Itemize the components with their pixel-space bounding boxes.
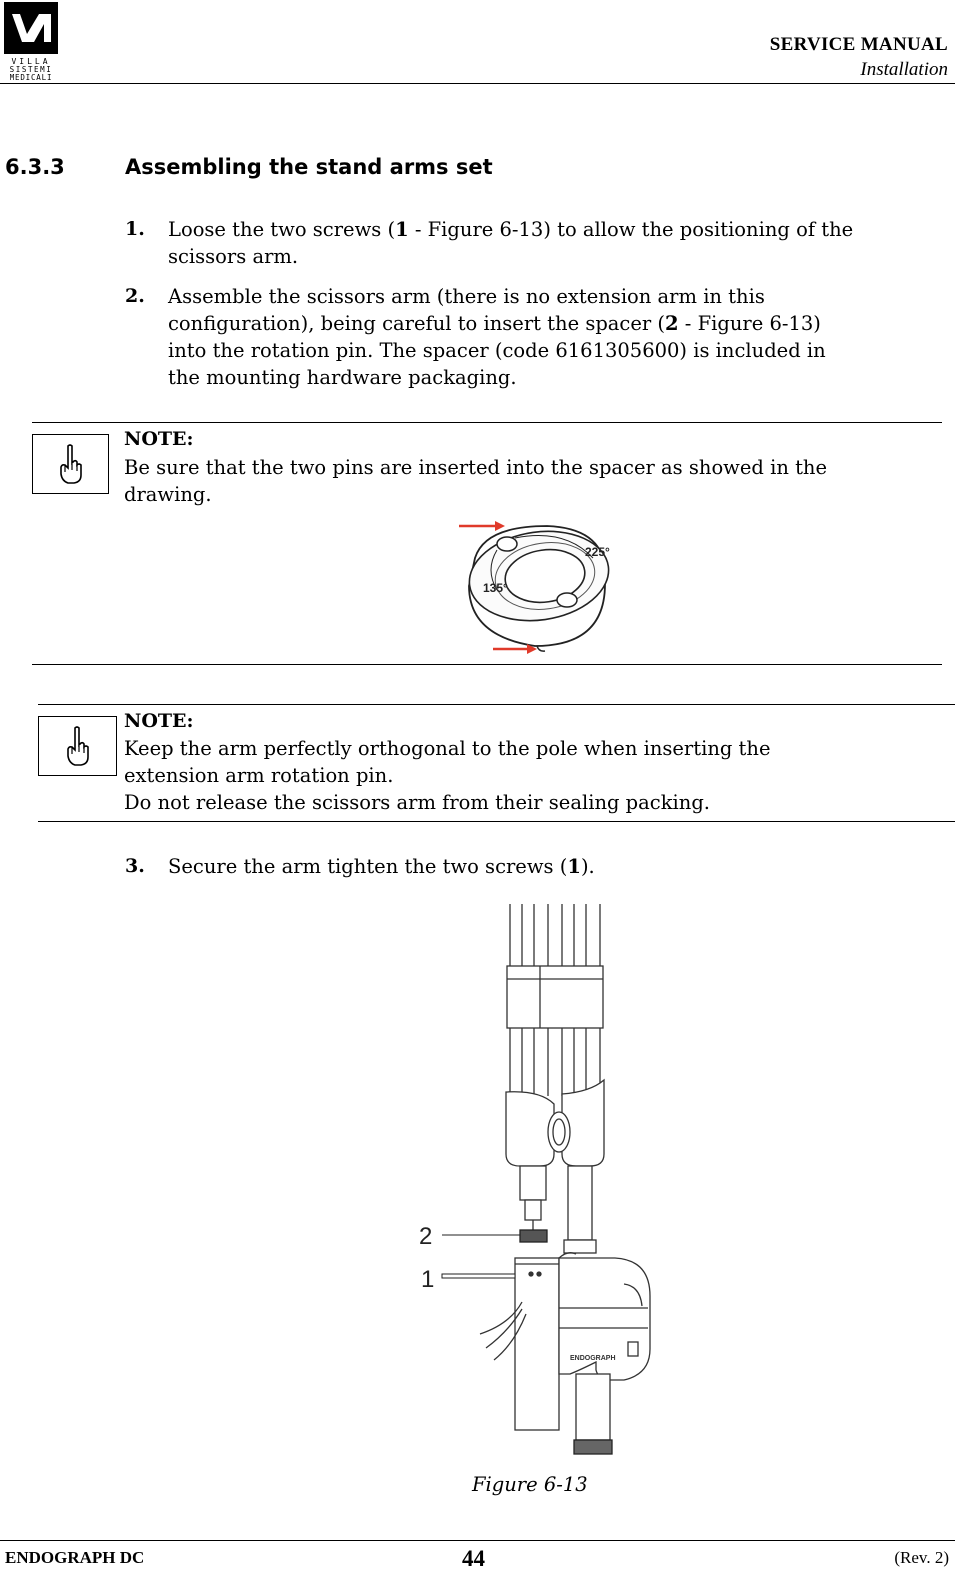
footer-revision: (Rev. 2) [894,1548,949,1567]
section-title: Assembling the stand arms set [125,155,493,179]
note-2-bottom-divider [38,821,955,822]
step-2-text: Assemble the scissors arm (there is no extension arm in this configuration), being careful to insert the spacer (2 - Figure 6-13) into the rotation pin. The spacer (code 6161305600) is included in the mounting hardware packaging. [168,285,826,389]
callout-1: 1 [421,1266,435,1293]
section-number: 6.3.3 [5,155,65,179]
note-1-text: Be sure that the two pins are inserted into the spacer as showed in the drawing. [124,456,828,506]
footer-page-number: 44 [462,1546,485,1571]
angle-225-label: 225° [585,545,610,559]
spacer-diagram [455,518,625,658]
note-2-icon-box [38,716,117,776]
angle-135-label: 135° [483,581,508,595]
note-2-text: Keep the arm perfectly orthogonal to the pole when inserting the extension arm rotation pin. Do not release the scissors arm from their sealing packing. [124,737,771,814]
header-subtitle: Installation [860,59,948,80]
header-divider [0,83,955,84]
step-3-number: 3. [125,855,145,877]
device-brand-label: ENDOGRAPH [570,1355,616,1362]
svg-text:SISTEMI: SISTEMI [9,65,53,74]
footer-product: ENDOGRAPH DC [5,1548,145,1567]
hand-pointing-up-icon [65,725,91,767]
callout-2: 2 [419,1223,433,1250]
svg-text:VILLA: VILLA [11,57,51,66]
step-1-number: 1. [125,218,145,240]
note-1-top-divider [32,422,942,423]
header-title: SERVICE MANUAL [769,34,948,55]
note-1-icon-box [32,434,109,494]
stand-arm-figure [410,904,670,1460]
step-1-text: Loose the two screws (1 - Figure 6-13) to allow the positioning of the scissors arm. [168,218,854,268]
figure-caption: Figure 6-13 [472,1473,588,1496]
step-3-text: Secure the arm tighten the two screws (1). [168,855,595,878]
company-logo [4,2,58,82]
svg-text:MEDICALI: MEDICALI [9,73,53,82]
note-1-bottom-divider [32,664,942,665]
hand-pointing-up-icon [58,443,84,485]
note-1-label: NOTE: [124,428,194,450]
note-2-label: NOTE: [124,710,194,732]
note-2-top-divider [38,704,955,705]
step-2-number: 2. [125,285,145,307]
footer-divider [0,1540,955,1541]
